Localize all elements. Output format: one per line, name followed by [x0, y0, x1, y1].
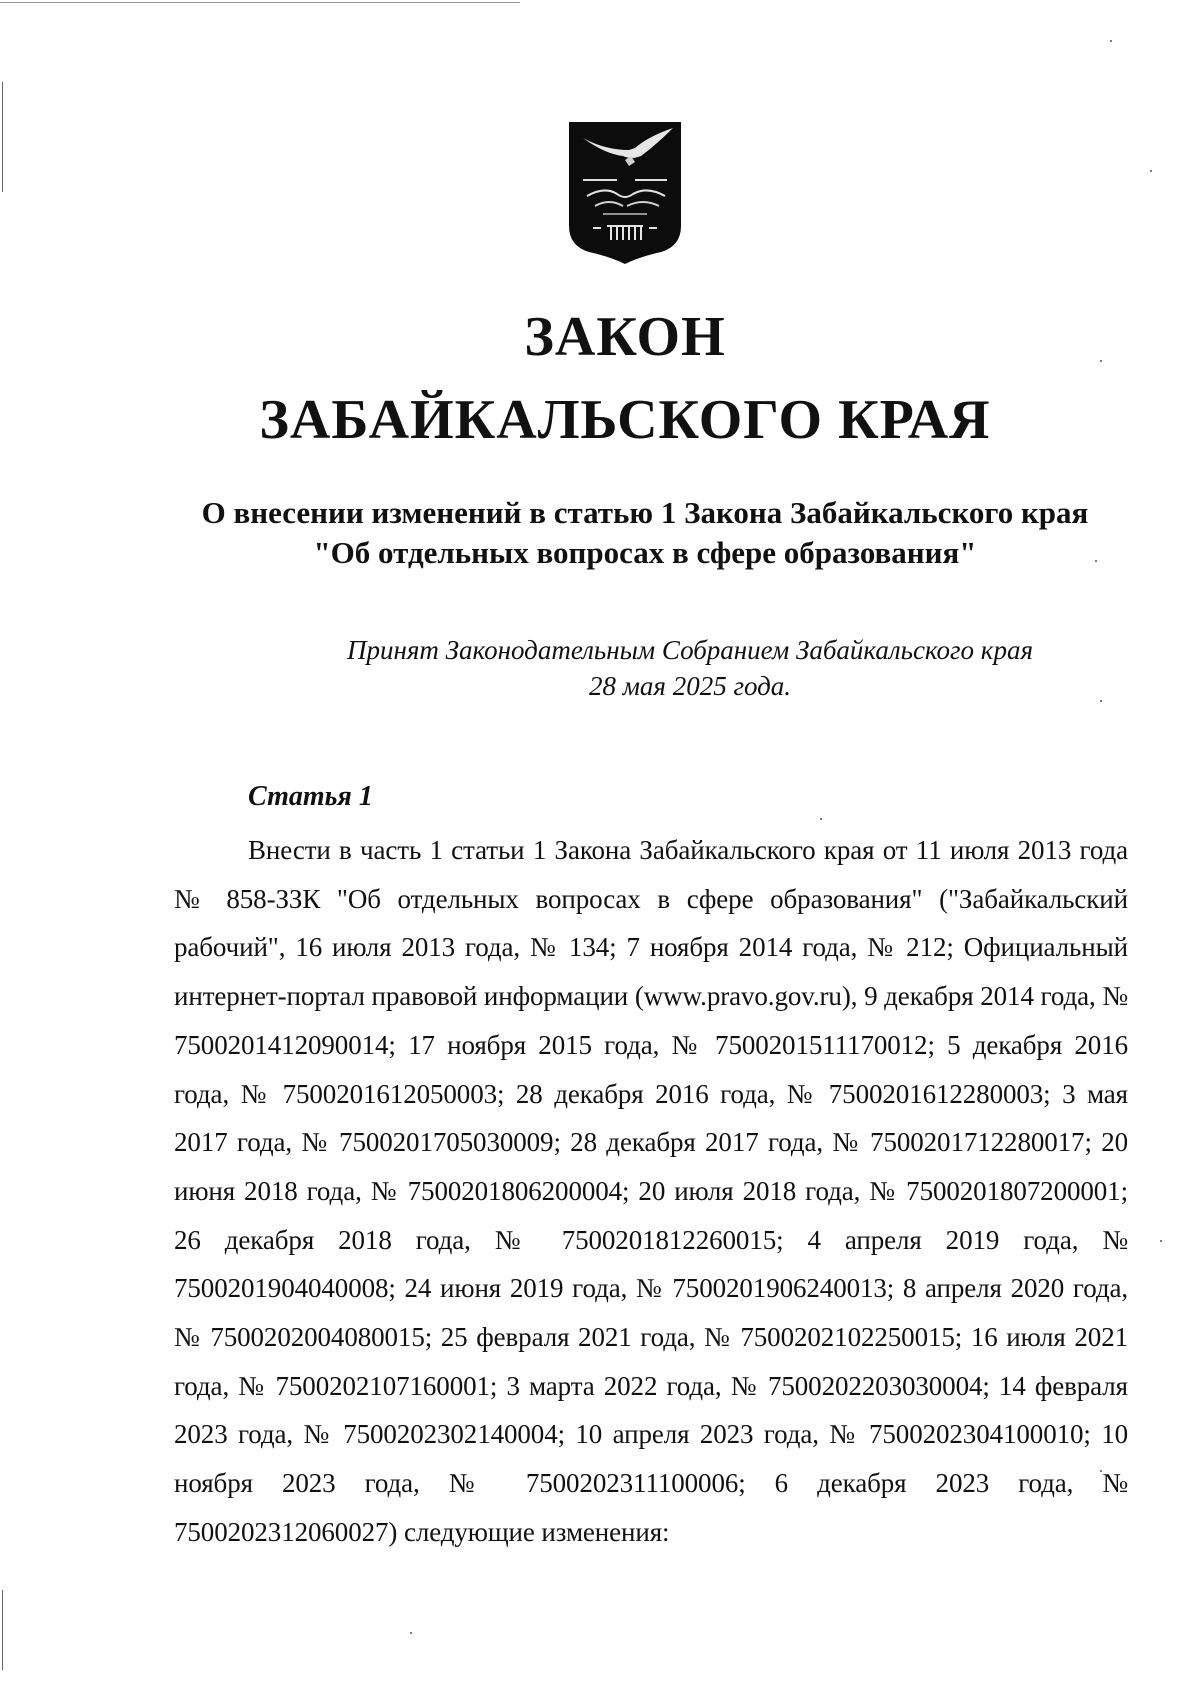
scan-dust	[410, 1632, 412, 1634]
adoption-note-line-1: Принят Законодательным Собранием Забайкальского края	[346, 635, 1033, 665]
article-body: Внести в часть 1 статьи 1 Закона Забайкальского края от 11 июля 2013 года № 858-ЗЗК "Об отдельных вопросах в сфере образования" ("Забайкальский рабочий", 16 июля 2013 года, № 134; 7 ноября 2014 года, № 212; Официальный интернет-портал правовой информации (www.pravo.gov.ru), 9 декабря 2014 года, № 7500201412090014; 17 ноября 2015 года, № 7500201511170012; 5 декабря 2016 года, № 7500201612050003; 28 декабря 2016 года, № 7500201612280003; 3 мая 2017 года, № 7500201705030009; 28 декабря 2017 года, № 7500201712280017; 20 июня 2018 года, № 7500201806200004; 20 июля 2018 года, № 7500201807200001; 26 декабря 2018 года, № 7500201812260015; 4 апреля 2019 года, № 7500201904040008; 24 июня 2019 года, № 7500201906240013; 8 апреля 2020 года, № 7500202004080015; 25 февраля 2021 года, № 7500202102250015; 16 июля 2021 года, № 7500202107160001; 3 марта 2022 года, № 7500202203030004; 14 февраля 2023 года, № 7500202302140004; 10 апреля 2023 года, № 7500202304100010; 10 ноября 2023 года, № 7500202311100006; 6 декабря 2023 года, № 7500202312060027) следующие изменения:	[174, 835, 1128, 1547]
scan-edge-line	[2, 82, 3, 192]
region-title: ЗАБАЙКАЛЬСКОГО КРАЯ	[259, 389, 991, 451]
law-subject-line-1: О внесении изменений в статью 1 Закона Забайкальского края	[201, 495, 1089, 530]
law-subject-line-2: "Об отдельных вопросах в сфере образования"	[313, 535, 977, 570]
scan-top-line	[0, 2, 520, 3]
scan-dust	[1110, 40, 1112, 42]
law-subject	[160, 493, 1130, 573]
adoption-date: 28 мая 2025 года.	[588, 671, 792, 701]
scan-dust	[1100, 700, 1102, 702]
adoption-note	[300, 632, 1080, 704]
coat-of-arms-emblem	[565, 118, 685, 266]
law-title: ЗАКОН	[524, 306, 726, 368]
coat-of-arms-icon	[565, 118, 685, 266]
scan-edge-line	[2, 1590, 3, 1670]
scan-dust	[1150, 170, 1152, 172]
scan-dust	[820, 818, 822, 820]
scan-dust	[1160, 1240, 1162, 1242]
article-heading: Статья 1	[248, 781, 373, 812]
